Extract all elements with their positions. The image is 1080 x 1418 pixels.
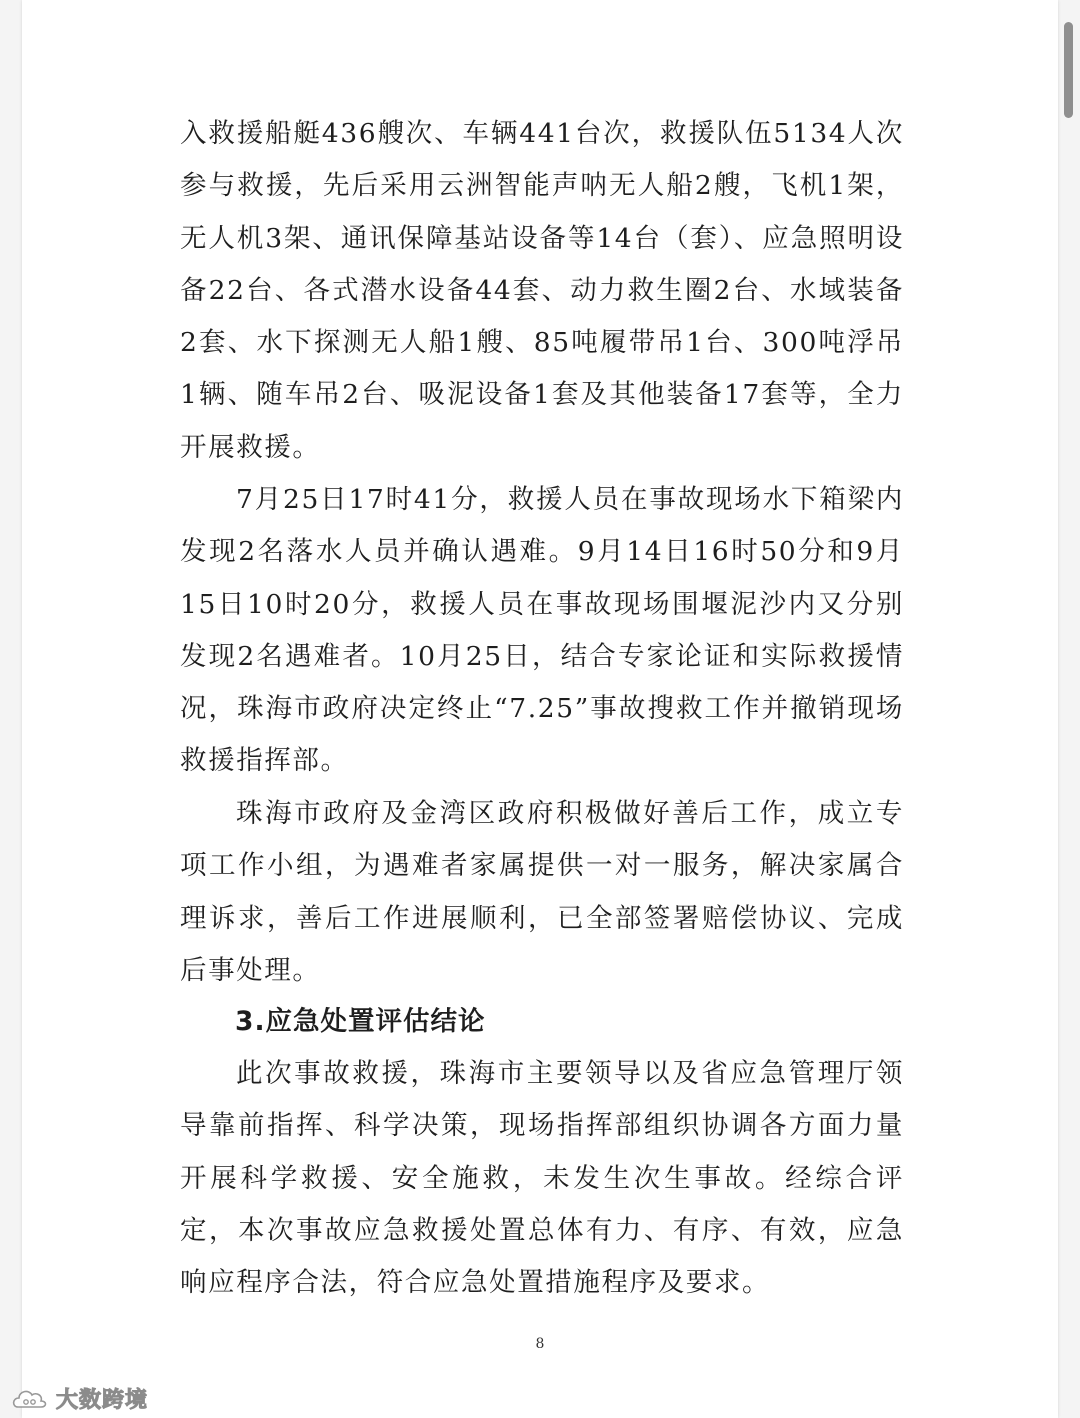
section-heading: 3.应急处置评估结论 (235, 1006, 486, 1037)
cloud-logo-icon (10, 1383, 50, 1413)
watermark-text: 大数跨境 (56, 1387, 149, 1413)
paragraph-evaluation-conclusion: 此次事故救援，珠海市主要领导以及省应急管理厅领导靠前指挥、科学决策，现场指挥部组织协调各方面力量开展科学救援、安全施救，未发生次生事故。经综合评定，本次事故应急救援处置总体有力、有序、有效，应急响应程序合法，符合应急处置措施程序及要求。 (180, 1058, 904, 1299)
paragraph-aftermath-work: 珠海市政府及金湾区政府积极做好善后工作，成立专项工作小组，为遇难者家属提供一对一服务，解决家属合理诉求，善后工作进展顺利，已全部签署赔偿协议、完成后事处理。 (180, 798, 904, 986)
scrollbar-thumb[interactable] (1064, 22, 1073, 118)
watermark (10, 1380, 148, 1416)
paragraph-search-timeline: 7月25日17时41分，救援人员在事故现场水下箱梁内发现2名落水人员并确认遇难。9月14日16时50分和9月15日10时20分，救援人员在事故现场围堰泥沙内又分别发现2名遇难者。10月25日，结合专家论证和实际救援情况，珠海市政府决定终止“7.25”事故搜救工作并撤销现场救援指挥部。 (180, 484, 904, 777)
page-number: 8 (535, 1336, 545, 1352)
paragraph-rescue-resources: 入救援船艇436艘次、车辆441台次，救援队伍5134人次参与救援，先后采用云洲智能声呐无人船2艘，飞机1架，无人机3架、通讯保障基站设备等14台（套）、应急照明设备22台、各式潜水设备44套、动力救生圈2台、水域装备2套、水下探测无人船1艘、85吨履带吊1台、300吨浮吊1辆、随车吊2台、吸泥设备1套及其他装备17套等，全力开展救援。 (180, 118, 904, 463)
scrollbar-track[interactable] (1064, 0, 1074, 1418)
